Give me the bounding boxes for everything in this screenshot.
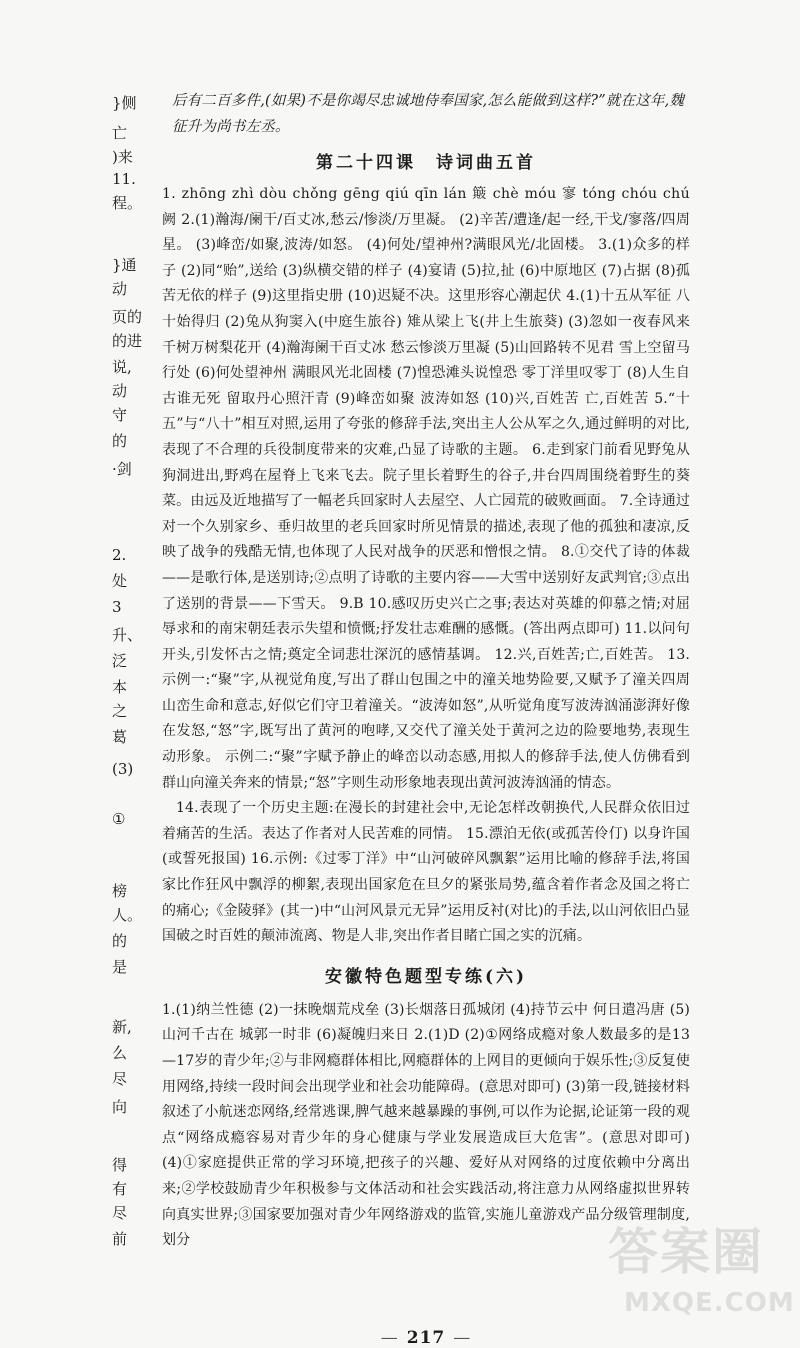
margin-fragment: }通 [112, 256, 137, 274]
margin-fragment: 有 [112, 1180, 128, 1198]
margin-fragment: 向 [112, 1098, 128, 1116]
margin-fragment: ·剑 [112, 460, 132, 478]
lesson-answers-text: 2.(1)瀚海/阑干/百丈冰,愁云/惨淡/万里凝。 (2)辛苦/遭逢/起一经,干戈/寥落/四周星。 (3)峰峦/如聚,波涛/如怒。 (4)何处/望神州?满眼风光/北固楼。 3.(1)众多的样子 (2)同“贻”,送给 (3)纵横交错的样子 (4)宴请 (5)拉,扯 (6)中原地区 (7)占据 (8)孤苦无依的样子 (9)这里指史册 (10)迟疑不决。这里形容心潮起伏 4.(1)十五从军征 八十始得归 (2)兔从狗窦入(中庭生旅谷) 雉从梁上飞(井上生旅葵) (3)忽如一夜春风来 千树万树梨花开 (4)瀚海阑干百丈冰 愁云惨淡万里凝 (5)山回路转不见君 雪上空留马行处 (6)何处望神州 满眼风光北固楼 (7)惶恐滩头说惶恐 零丁洋里叹零丁 (8)人生自古谁无死 留取丹心照汗青 (9)峰峦如聚 波涛如怒 (10)兴,百姓苦 亡,百姓苦 5.“十五”与“八十”相互对照,运用了夸张的修辞手法,突出主人公从军之久,通过鲜明的对比,表现了不合理的兵役制度带来的灾难,凸显了诗歌的主题。 6.走到家门前看见野兔从狗洞进出,野鸡在屋脊上飞来飞去。院子里长着野生的谷子,井台四周围绕着野生的葵菜。由远及近地描写了一幅老兵回家时人去屋空、人亡园荒的破败画面。 7.全诗通过对一个久别家乡、垂归故里的老兵回家时所见情景的描述,表现了他的孤独和凄凉,反映了战争的残酷无情,也体现了人民对战争的厌恶和憎恨之情。 8.①交代了诗的体裁——是歌行体,是送别诗;②点明了诗歌的主要内容——大雪中送别好友武判官;③点出了送别的背景——下雪天。 9.B 10.感叹历史兴亡之事;表达对英雄的仰慕之情;对屈辱求和的南宋朝廷表示失望和愤慨;抒发壮志难酬的感慨。(答出两点即可) 11.以问句开头,引发怀古之情;奠定全词悲壮深沉的感情基调。 12.兴,百姓苦;亡,百姓苦。 13.示例一:“聚”字,从视觉角度,写出了群山包围之中的潼关地势险要,又赋予了潼关四周山峦生命和意志,好似它们守卫着潼关。“波涛如怒”,从听觉角度写波涛汹涌澎湃好像在发怒,“怒”字,既写出了黄河的咆哮,又交代了潼关处于黄河之边的险要地势,表现生动形象。 示例二:“聚”字赋予静止的峰峦以动态感,用拟人的修辞手法,使人仿佛看到群山向潼关奔来的情景;“怒”字则生动形象地表现出黄河波涛汹涌的情态。 [162, 211, 690, 791]
lesson-answers-continued: 14.表现了一个历史主题:在漫长的封建社会中,无论怎样改朝换代,人民群众依旧过着痛苦的生活。表达了作者对人民苦难的同情。 15.漂泊无依(或孤苦伶仃) 以身许国(或誓死报国) 16.示例:《过零丁洋》中“山河破碎风飘絮”运用比喻的修辞手法,将国家比作狂风中飘浮的柳絮,表现出国家危在旦夕的紧张局势,蕴含着作者念及国之将亡的痛心;《金陵驿》(其一)中“山河风景元无异”运用反衬(对比)的手法,以山河依旧凸显国破之时百姓的颠沛流离、物是人非,突出作者目睹亡国之实的沉痛。 [162, 800, 690, 945]
margin-fragment: 新, [112, 1018, 132, 1036]
watermark-url: MXQE.COM [624, 1288, 795, 1318]
margin-fragment: 11. [112, 170, 136, 188]
margin-fragment: (3) [112, 760, 134, 778]
margin-fragment: 亡 [112, 124, 128, 142]
margin-fragment: 本 [112, 678, 128, 696]
margin-fragment: 3 [112, 598, 122, 616]
page-number-value: 217 [406, 1328, 446, 1348]
page-number [162, 1328, 690, 1348]
lesson-answers [162, 182, 690, 796]
margin-fragment: 榜 [112, 882, 128, 900]
margin-fragment: 守 [112, 406, 128, 424]
margin-fragment: ① [112, 810, 126, 828]
margin-fragment: 说, [112, 358, 132, 376]
left-margin-fragments [0, 0, 150, 1335]
margin-fragment: )来 [112, 148, 133, 166]
margin-fragment: 葛 [112, 728, 128, 746]
margin-fragment: 的 [112, 432, 128, 450]
margin-fragment: 人。 [112, 906, 143, 924]
margin-fragment: 动 [112, 280, 128, 298]
margin-fragment: 的 [112, 932, 128, 950]
margin-fragment: 泛 [112, 652, 128, 670]
margin-fragment: 之 [112, 702, 128, 720]
margin-fragment: 是 [112, 958, 128, 976]
margin-fragment: 前 [112, 1230, 128, 1248]
margin-fragment: 2. [112, 546, 127, 564]
margin-fragment: 得 [112, 1156, 128, 1174]
page-dash: — [453, 1328, 472, 1348]
margin-fragment: 处 [112, 572, 128, 590]
section-answers: 1.(1)纳兰性德 (2)一抹晚烟荒戍垒 (3)长烟落日孤城闭 (4)持节云中 何日遣冯唐 (5)山河千古在 城郭一时非 (6)凝魄归来日 2.(1)D (2)①网络成瘾对象人数最多的是13—17岁的青少年;②与非网瘾群体相比,网瘾群体的上网目的更倾向于娱乐性;③反复使用网络,持续一段时间会出现学业和社会功能障碍。(意思对即可) (3)第一段,链接材料叙述了小航迷恋网络,经常逃课,脾气越来越暴躁的事例,可以作为论据,论证第一段的观点“网络成瘾容易对青少年的身心健康与学业发展造成巨大危害”。(意思对即可) (4)①家庭提供正常的学习环境,把孩子的兴趣、爱好从对网络的过度依赖中分离出来;②学校鼓励青少年积极参与文体活动和社会实践活动,将注意力从网络虚拟世界转向真实世界;③国家要加强对青少年网络游戏的监管,实施儿童游戏产品分级管理制度,划分 [162, 1001, 690, 1249]
watermark-logo [600, 1210, 796, 1330]
margin-fragment: 程。 [112, 194, 143, 212]
margin-fragment: 尽 [112, 1070, 128, 1088]
page-dash: — [380, 1328, 399, 1348]
margin-fragment: }侧 [112, 94, 137, 112]
margin-fragment: 尽 [112, 1204, 128, 1222]
margin-fragment: 么 [112, 1044, 128, 1062]
margin-fragment: 动 [112, 382, 128, 400]
margin-fragment: 升、 [112, 626, 143, 644]
watermark-text: 答案圈 [608, 1223, 764, 1281]
pinyin-answers: 1. zhōng zhì dòu chǒng gēng qiú qīn lán 簸 chè móu 寥 tóng chóu chú 阙 [162, 186, 690, 228]
margin-fragment: 的进 [112, 332, 143, 350]
section-title: 安徽特色题型专练(六) [324, 966, 528, 987]
lesson-title: 第二十四课 诗词曲五首 [316, 153, 536, 173]
margin-fragment: 页的 [112, 308, 143, 326]
intro-paragraph: 后有二百多件,(如果)不是你竭尽忠诚地侍奉国家,怎么能做到这样?”就在这年,魏征升为尚书左丞。 [172, 93, 685, 135]
